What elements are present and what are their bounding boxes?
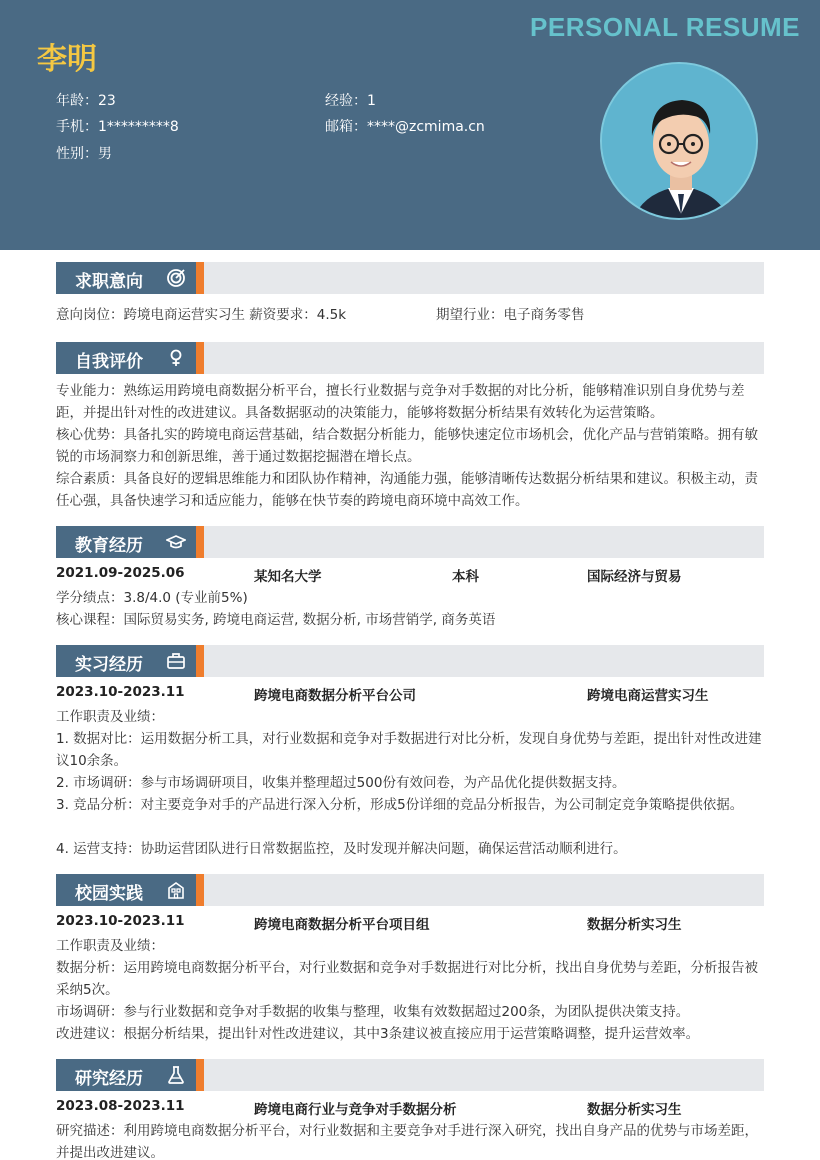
campus-org: 跨境电商数据分析平台项目组 (254, 917, 430, 933)
section-job-intent (56, 262, 764, 294)
campus-date: 2023.10-2023.11 (56, 913, 185, 929)
internship-item: 2. 市场调研：参与市场调研项目，收集并整理超过500份有效问卷，为产品优化提供数据支持。 (56, 775, 626, 791)
section-title: 自我评价 (75, 352, 143, 372)
research-desc: 研究描述：利用跨境电商数据分析平台，对行业数据和主要竞争对手进行深入研究，找出自身产品的优势与市场差距，并提出改进建议。 (56, 1123, 758, 1160)
section-title: 研究经历 (75, 1069, 143, 1089)
section-education (56, 526, 764, 558)
campus-item: 数据分析：运用跨境电商数据分析平台，对行业数据和竞争对手数据进行对比分析，找出自身优势与差距，分析报告被采纳5次。 (56, 960, 758, 998)
flask-icon (166, 1065, 186, 1085)
intent-industry: 期望行业：电子商务零售 (436, 307, 585, 323)
internship-item: 3. 竞品分析：对主要竞争对手的产品进行深入分析，形成5份详细的竞品分析报告，为公司制定竞争策略提供依据。 (56, 797, 744, 813)
self-eval-professional: 专业能力：熟练运用跨境电商数据分析平台，擅长行业数据与竞争对手数据的对比分析，能够精准识别自身优势与差距，并提出针对性的改进建议。具备数据驱动的决策能力，能够将数据分析结果有效转化为运营策略。 (56, 383, 745, 421)
section-title: 校园实践 (75, 884, 143, 904)
self-eval-core: 核心优势：具备扎实的跨境电商运营基础，结合数据分析能力，能够快速定位市场机会，优化产品与营销策略。拥有敏锐的市场洞察力和创新思维，善于通过数据挖掘潜在增长点。 (56, 427, 758, 465)
section-self-eval (56, 342, 764, 374)
campus-intro: 工作职责及业绩： (56, 938, 164, 954)
age: 年龄：23 (56, 93, 116, 109)
section-title: 求职意向 (75, 272, 143, 292)
education-major: 国际经济与贸易 (587, 569, 682, 585)
internship-company: 跨境电商数据分析平台公司 (254, 688, 416, 704)
intent-position-salary: 意向岗位：跨境电商运营实习生 薪资要求：4.5k (56, 307, 347, 323)
candidate-name: 李明 (37, 42, 97, 77)
briefcase-icon (166, 651, 186, 671)
resume-tag: PERSONAL RESUME (530, 12, 800, 42)
campus-item: 市场调研：参与行业数据和竞争对手数据的收集与整理，收集有效数据超过200条，为团队提供决策支持。 (56, 1004, 690, 1020)
internship-item: 4. 运营支持：协助运营团队进行日常数据监控，及时发现并解决问题，确保运营活动顺利进行。 (56, 841, 627, 857)
education-gpa: 学分绩点：3.8/4.0 (专业前5%) (56, 590, 248, 606)
self-eval-overall: 综合素质：具备良好的逻辑思维能力和团队协作精神，沟通能力强，能够清晰传达数据分析结果和建议。积极主动，责任心强，具备快速学习和适应能力，能够在快节奏的跨境电商环境中高效工作。 (56, 471, 758, 509)
phone: 手机：1*********8 (56, 119, 179, 135)
research-role: 数据分析实习生 (587, 1102, 682, 1118)
graduation-cap-icon (166, 532, 186, 552)
education-degree: 本科 (452, 569, 479, 585)
email: 邮箱：****@zcmima.cn (325, 119, 485, 135)
section-internship (56, 645, 764, 677)
section-research (56, 1059, 764, 1091)
person-icon (166, 348, 186, 368)
campus-role: 数据分析实习生 (587, 917, 682, 933)
experience: 经验：1 (325, 93, 376, 109)
research-topic: 跨境电商行业与竞争对手数据分析 (254, 1102, 457, 1118)
gender: 性别：男 (56, 146, 112, 162)
section-title: 教育经历 (75, 536, 143, 556)
internship-role: 跨境电商运营实习生 (587, 688, 709, 704)
section-campus (56, 874, 764, 906)
section-title: 实习经历 (75, 655, 143, 675)
education-school: 某知名大学 (254, 569, 322, 585)
internship-item: 1. 数据对比：运用数据分析工具，对行业数据和竞争对手数据进行对比分析，发现自身优势与差距，提出针对性改进建议10余条。 (56, 731, 762, 769)
research-date: 2023.08-2023.11 (56, 1098, 185, 1114)
target-icon (166, 268, 186, 288)
education-courses: 核心课程：国际贸易实务, 跨境电商运营, 数据分析, 市场营销学, 商务英语 (56, 612, 496, 628)
education-date: 2021.09-2025.06 (56, 565, 185, 581)
campus-item: 改进建议：根据分析结果，提出针对性改进建议，其中3条建议被直接应用于运营策略调整，提升运营效率。 (56, 1026, 700, 1042)
avatar (600, 62, 758, 220)
building-icon (166, 880, 186, 900)
internship-date: 2023.10-2023.11 (56, 684, 185, 700)
internship-intro: 工作职责及业绩： (56, 709, 164, 725)
resume-header (0, 0, 820, 250)
